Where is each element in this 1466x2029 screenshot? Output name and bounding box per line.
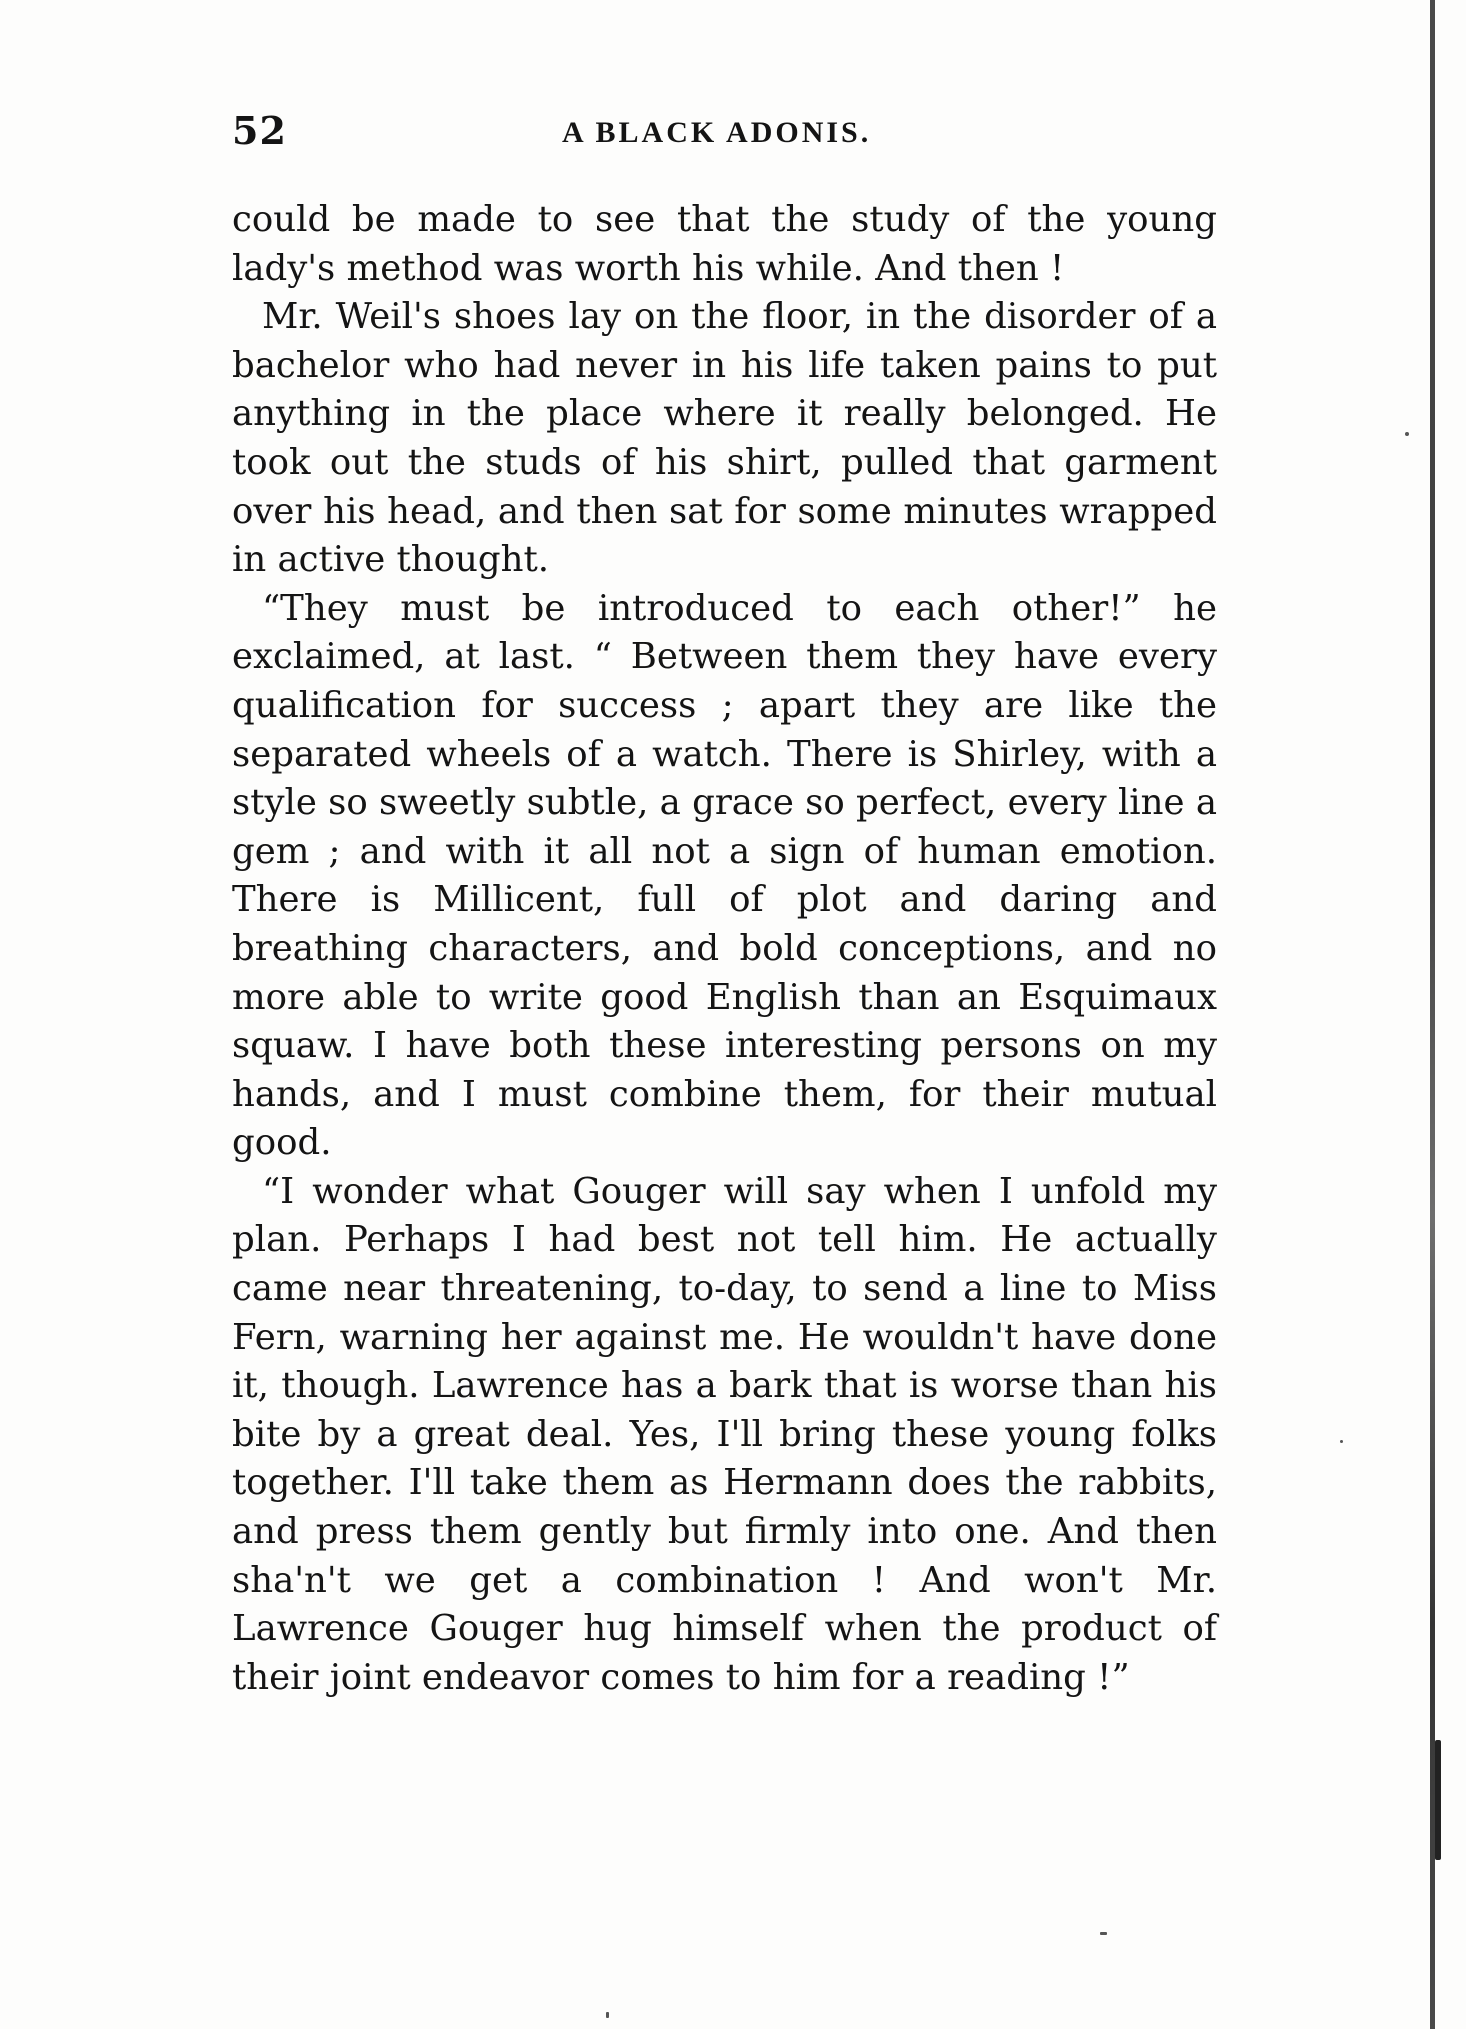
page-header [232, 108, 1212, 168]
body-text [232, 196, 1217, 1702]
page-number: 52 [232, 108, 287, 153]
ink-speck [606, 2012, 609, 2018]
ink-speck [1100, 1932, 1107, 1935]
paragraph: “They must be introduced to each other!” he exclaimed, at last. “ Between them they have every qualification for success ; apart they are like the separated wheels of a watch. There is Shirley, with a style so sweetly subtle, a grace so perfect, every line a gem ; and with it all not a sign of human emotion. There is Millicent, full of plot and daring and breathing characters, and bold conceptions, and no more able to write good English than an Esquimaux squaw. I have both these interesting persons on my hands, and I must combine them, for their mutual good. [232, 587, 1217, 1164]
ink-speck [1405, 432, 1409, 436]
paragraph: “I wonder what Gouger will say when I unfold my plan. Perhaps I had best not tell him. He actually came near threatening, to-day, to send a line to Miss Fern, warning her against me. He wouldn't have done it, though. Lawrence has a bark that is worse than his bite by a great deal. Yes, I'll bring these young folks together. I'll take them as Hermann does the rabbits, and press them gently but firmly into one. And then sha'n't we get a combination ! And won't Mr. Lawrence Gouger hug himself when the product of their joint endeavor comes to him for a reading !” [232, 1170, 1217, 1698]
running-title: A BLACK ADONIS. [562, 116, 872, 149]
ink-speck [1435, 1740, 1441, 1860]
paragraph: could be made to see that the study of the young lady's method was worth his while. And then ! [232, 199, 1217, 289]
ink-speck [1340, 1440, 1343, 1443]
paragraph: Mr. Weil's shoes lay on the floor, in the disorder of a bachelor who had never in his life taken pains to put anything in the place where it really belonged. He took out the studs of his shirt, pulled that garment over his head, and then sat for some minutes wrapped in active thought. [232, 296, 1217, 581]
page-binding-edge [1430, 0, 1435, 2029]
